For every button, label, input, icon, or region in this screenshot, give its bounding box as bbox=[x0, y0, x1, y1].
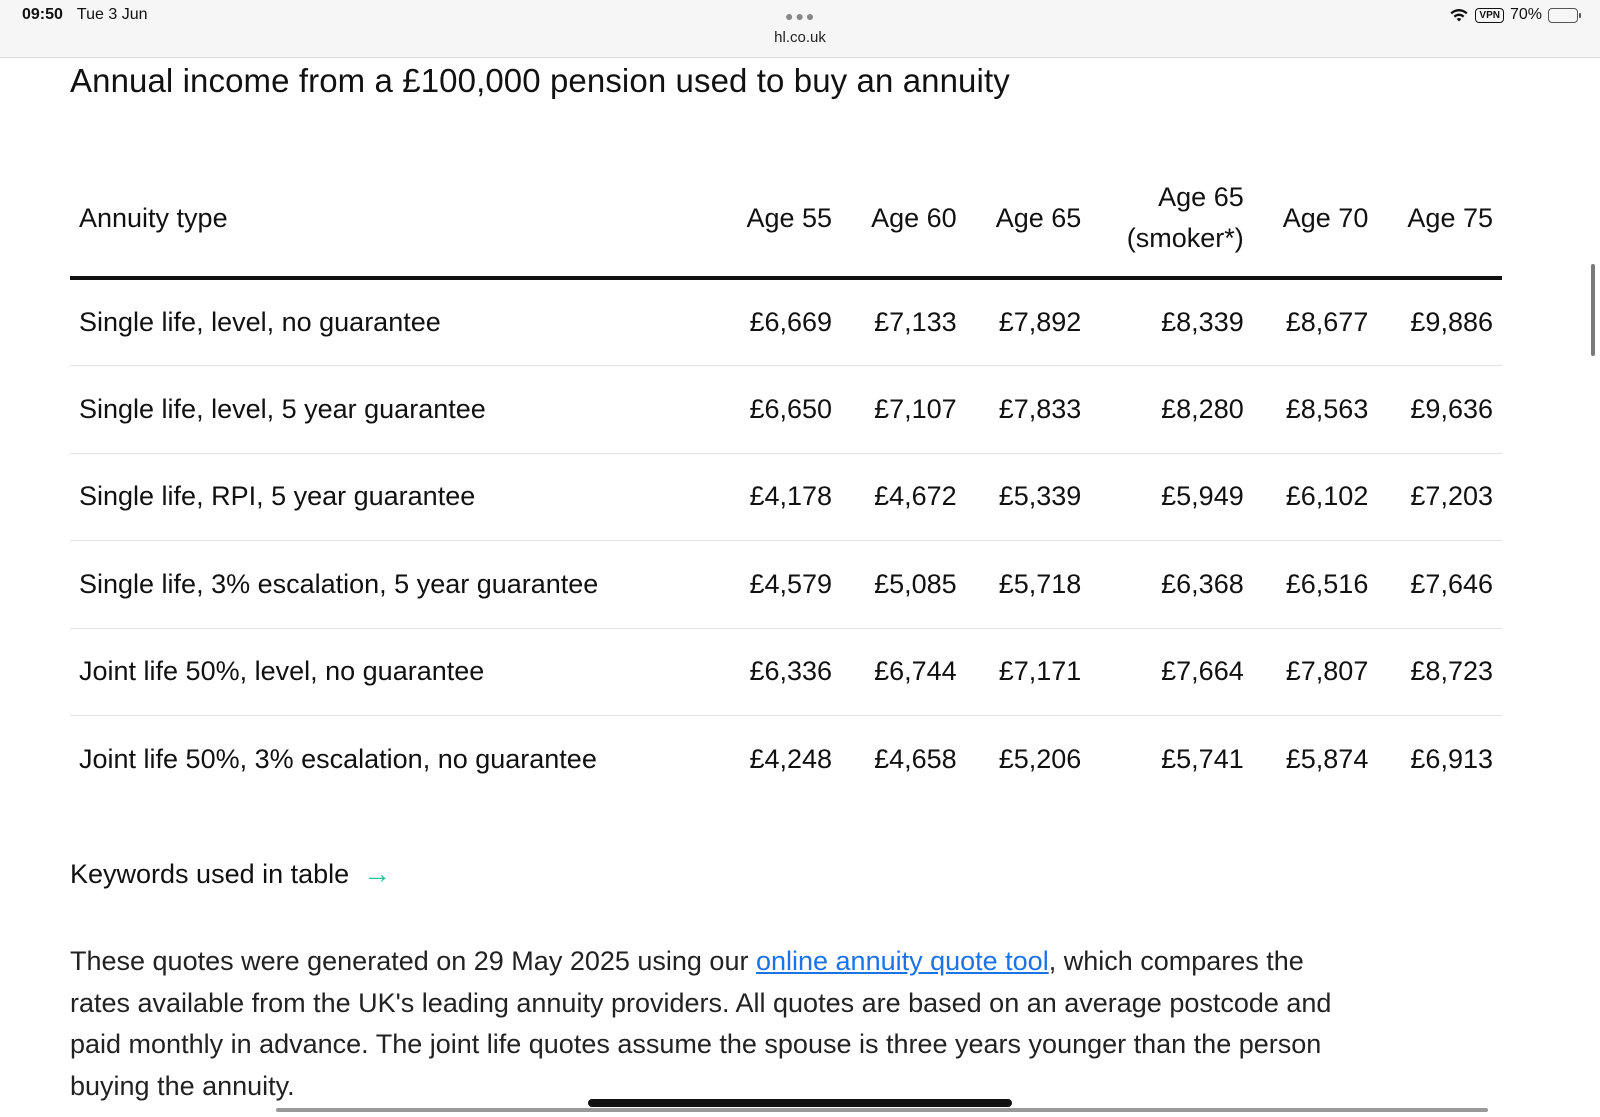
header-age-column bbox=[841, 160, 966, 278]
income-value-cell: £4,579 bbox=[716, 541, 841, 629]
income-value-cell: £5,874 bbox=[1285, 744, 1369, 774]
table-row bbox=[70, 628, 1502, 716]
home-indicator[interactable] bbox=[588, 1099, 1012, 1107]
income-value-cell: £8,339 bbox=[1090, 278, 1252, 366]
status-indicators bbox=[1449, 6, 1578, 24]
vertical-scrollbar[interactable] bbox=[1591, 264, 1595, 356]
keywords-link[interactable] bbox=[70, 858, 391, 890]
income-value-cell: £5,206 bbox=[998, 744, 1082, 774]
header-label: Age 65 bbox=[1158, 182, 1244, 212]
annuity-type-cell: Single life, 3% escalation, 5 year guarantee bbox=[70, 541, 716, 629]
header-age-column bbox=[1377, 160, 1502, 278]
income-value-cell: £6,744 bbox=[841, 628, 966, 716]
income-value-cell: £6,650 bbox=[716, 366, 841, 454]
table-row bbox=[70, 278, 1502, 366]
status-date: Tue 3 Jun bbox=[76, 6, 148, 23]
income-value-cell: £5,085 bbox=[841, 541, 966, 629]
header-label: Annuity type bbox=[79, 202, 228, 233]
income-value-cell: £7,203 bbox=[1377, 453, 1502, 541]
header-age-column bbox=[716, 160, 841, 278]
wifi-icon bbox=[1449, 7, 1469, 23]
note-text-before: These quotes were generated on 29 May 2025 using our bbox=[70, 946, 756, 976]
battery-icon bbox=[1548, 8, 1578, 23]
status-time bbox=[22, 6, 147, 24]
income-value-cell: £7,133 bbox=[841, 278, 966, 366]
vpn-badge: VPN bbox=[1475, 8, 1504, 23]
header-label: Age 70 bbox=[1282, 202, 1369, 233]
income-value-cell: £7,107 bbox=[841, 366, 966, 454]
income-value-cell: £6,368 bbox=[1090, 541, 1252, 629]
income-value-cell: £8,280 bbox=[1090, 366, 1252, 454]
header-label: Age 55 bbox=[746, 202, 833, 233]
header-age-column bbox=[966, 160, 1091, 278]
battery-percent: 70% bbox=[1509, 6, 1542, 23]
income-value-cell: £6,336 bbox=[716, 628, 841, 716]
annuity-type-cell: Single life, level, no guarantee bbox=[70, 278, 716, 366]
income-value-cell: £5,339 bbox=[966, 453, 1091, 541]
header-age-column bbox=[1253, 160, 1378, 278]
table-row bbox=[70, 366, 1502, 454]
quote-note bbox=[70, 941, 1370, 1107]
income-value-cell: £6,913 bbox=[1410, 744, 1493, 774]
status-bar bbox=[0, 0, 1600, 58]
income-value-cell: £6,516 bbox=[1253, 541, 1378, 629]
income-value-cell: £7,833 bbox=[966, 366, 1091, 454]
income-value-cell: £5,949 bbox=[1090, 453, 1252, 541]
income-value-cell: £9,886 bbox=[1377, 278, 1502, 366]
address-url[interactable]: hl.co.uk bbox=[774, 29, 826, 46]
income-value-cell: £6,669 bbox=[716, 278, 841, 366]
income-value-cell: £8,563 bbox=[1253, 366, 1378, 454]
header-annuity-type bbox=[70, 160, 716, 278]
keywords-label: Keywords used in table bbox=[70, 858, 350, 889]
income-value-cell: £7,892 bbox=[966, 278, 1091, 366]
table-header-row bbox=[70, 160, 1502, 278]
horizontal-scrollbar[interactable] bbox=[276, 1108, 1488, 1112]
annuity-type-cell: Joint life 50%, 3% escalation, no guarantee bbox=[79, 744, 597, 774]
arrow-right-icon: → bbox=[363, 858, 392, 889]
income-value-cell: £8,723 bbox=[1377, 628, 1502, 716]
income-value-cell: £7,646 bbox=[1377, 541, 1502, 629]
annuity-quote-tool-link[interactable]: online annuity quote tool bbox=[755, 946, 1049, 976]
table-row bbox=[70, 541, 1502, 629]
income-value-cell: £4,248 bbox=[749, 744, 833, 774]
page-title: Annual income from a £100,000 pension used to buy an annuity bbox=[70, 62, 1010, 99]
annuity-type-cell: Single life, RPI, 5 year guarantee bbox=[70, 453, 716, 541]
income-value-cell: £5,718 bbox=[966, 541, 1091, 629]
income-value-cell: £7,171 bbox=[966, 628, 1091, 716]
income-value-cell: £9,636 bbox=[1377, 366, 1502, 454]
more-dots-icon[interactable]: ●●● bbox=[785, 8, 817, 24]
income-value-cell: £6,102 bbox=[1253, 453, 1378, 541]
annuity-type-cell: Joint life 50%, level, no guarantee bbox=[70, 628, 716, 716]
income-value-cell: £8,677 bbox=[1253, 278, 1378, 366]
header-sublabel: (smoker*) bbox=[1126, 223, 1244, 253]
status-clock: 09:50 bbox=[22, 6, 63, 23]
header-label: Age 65 bbox=[995, 202, 1082, 233]
income-value-cell: £4,178 bbox=[716, 453, 841, 541]
annuity-type-cell: Single life, level, 5 year guarantee bbox=[70, 366, 716, 454]
header-age-column bbox=[1090, 160, 1252, 278]
income-value-cell: £4,658 bbox=[874, 744, 957, 774]
income-value-cell: £7,807 bbox=[1253, 628, 1378, 716]
header-label: Age 75 bbox=[1407, 202, 1493, 233]
annuity-table bbox=[70, 160, 1502, 803]
income-value-cell: £4,672 bbox=[841, 453, 966, 541]
note-text-after: , which compares the rates available from the UK's leading annuity providers. All quotes are based on an average postcode and paid monthly in advance. The joint life quotes assume the spouse is three years younger than the person buying the annuity. bbox=[70, 946, 1332, 1101]
table-body bbox=[70, 278, 1502, 803]
income-value-cell: £5,741 bbox=[1161, 744, 1244, 774]
table-row bbox=[70, 716, 1502, 804]
table-row bbox=[70, 453, 1502, 541]
header-label: Age 60 bbox=[871, 202, 957, 233]
income-value-cell: £7,664 bbox=[1090, 628, 1252, 716]
